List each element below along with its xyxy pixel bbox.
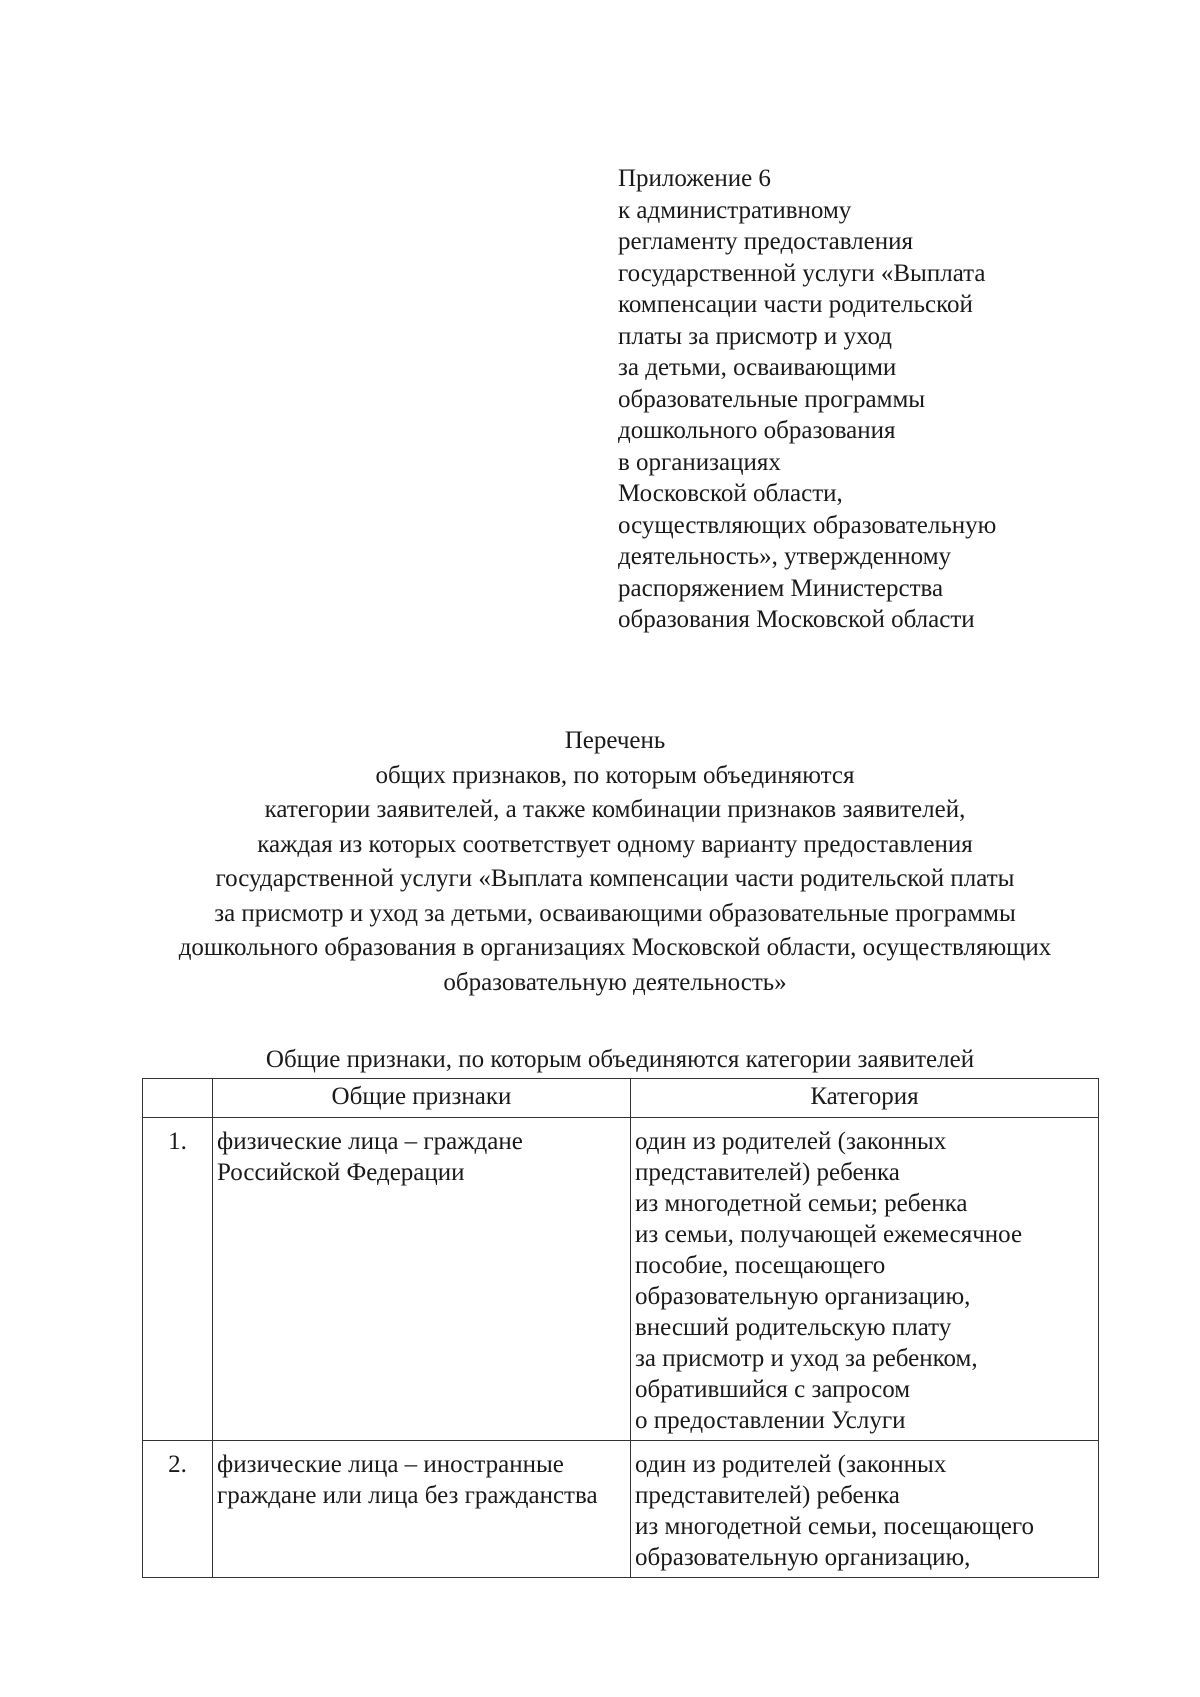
cell-line: из многодетной семьи; ребенка <box>635 1190 968 1217</box>
appendix-line: осуществляющих образовательную <box>618 511 997 539</box>
row-features <box>213 1118 631 1441</box>
header-category: Категория <box>631 1079 1099 1118</box>
cell-line: граждане или лица без гражданства <box>217 1482 598 1509</box>
appendix-line: к административному <box>618 196 852 224</box>
row-category <box>631 1441 1099 1578</box>
appendix-line: образования Московской области <box>618 606 975 633</box>
appendix-line: платы за присмотр и уход <box>618 322 892 350</box>
cell-line: один из родителей (законных <box>635 1451 947 1478</box>
title-line: за присмотр и уход за детьми, осваивающими образовательные программы <box>214 899 1016 927</box>
cell-line: образовательную организацию, <box>635 1283 971 1310</box>
cell-line: Российской Федерации <box>217 1159 465 1186</box>
row-number: 2. <box>143 1441 213 1578</box>
cell-line: физические лица – иностранные <box>217 1451 564 1478</box>
cell-line: один из родителей (законных <box>635 1128 947 1155</box>
table-row <box>143 1441 1099 1578</box>
cell-line: внесший родительскую плату <box>635 1314 952 1341</box>
header-features: Общие признаки <box>213 1079 631 1118</box>
title-line: дошкольного образования в организациях Московской области, осуществляющих <box>178 934 1052 961</box>
appendix-line: компенсации части родительской <box>618 291 973 318</box>
cell-line: за присмотр и уход за ребенком, <box>635 1345 978 1372</box>
row-category <box>631 1118 1099 1441</box>
appendix-line: распоряжением Министерства <box>618 574 944 602</box>
appendix-line: Приложение 6 <box>618 165 771 192</box>
title-line: Перечень <box>564 727 666 754</box>
appendix-line: Московской области, <box>618 480 843 507</box>
cell-line: пособие, посещающего <box>635 1252 886 1279</box>
appendix-header <box>618 163 1138 636</box>
appendix-line: образовательные программы <box>618 385 926 413</box>
appendix-line: деятельность», утвержденному <box>618 543 952 570</box>
cell-line: о предоставлении Услуги <box>635 1407 906 1434</box>
row-features <box>213 1441 631 1578</box>
row-number: 1. <box>143 1118 213 1441</box>
cell-line: физические лица – граждане <box>217 1128 523 1155</box>
appendix-line: регламенту предоставления <box>618 228 914 255</box>
title-line: образовательную деятельность» <box>443 968 787 996</box>
appendix-line: за детьми, осваивающими <box>618 354 897 381</box>
appendix-line: в организациях <box>618 448 781 476</box>
table-caption: Общие признаки, по которым объединяются категории заявителей <box>265 1046 975 1073</box>
cell-line: представителей) ребенка <box>635 1482 900 1509</box>
title-line: категории заявителей, а также комбинации признаков заявителей, <box>264 796 966 823</box>
applicants-table <box>142 1078 1099 1578</box>
cell-line: представителей) ребенка <box>635 1159 900 1186</box>
cell-line: из семьи, получающей ежемесячное <box>635 1221 1023 1248</box>
cell-line: обратившийся с запросом <box>635 1376 911 1403</box>
title-line: каждая из которых соответствует одному варианту предоставления <box>257 830 973 858</box>
table-header-row <box>143 1079 1099 1118</box>
cell-line: из многодетной семьи, посещающего <box>635 1513 1034 1540</box>
cell-line: образовательную организацию, <box>635 1544 971 1571</box>
table-row <box>143 1118 1099 1441</box>
document-title <box>100 724 1130 1000</box>
title-line: общих признаков, по которым объединяются <box>375 761 855 789</box>
appendix-line: дошкольного образования <box>618 417 896 444</box>
appendix-line: государственной услуги «Выплата <box>618 259 986 287</box>
title-line: государственной услуги «Выплата компенсации части родительской платы <box>215 865 1015 892</box>
header-number <box>143 1079 213 1118</box>
